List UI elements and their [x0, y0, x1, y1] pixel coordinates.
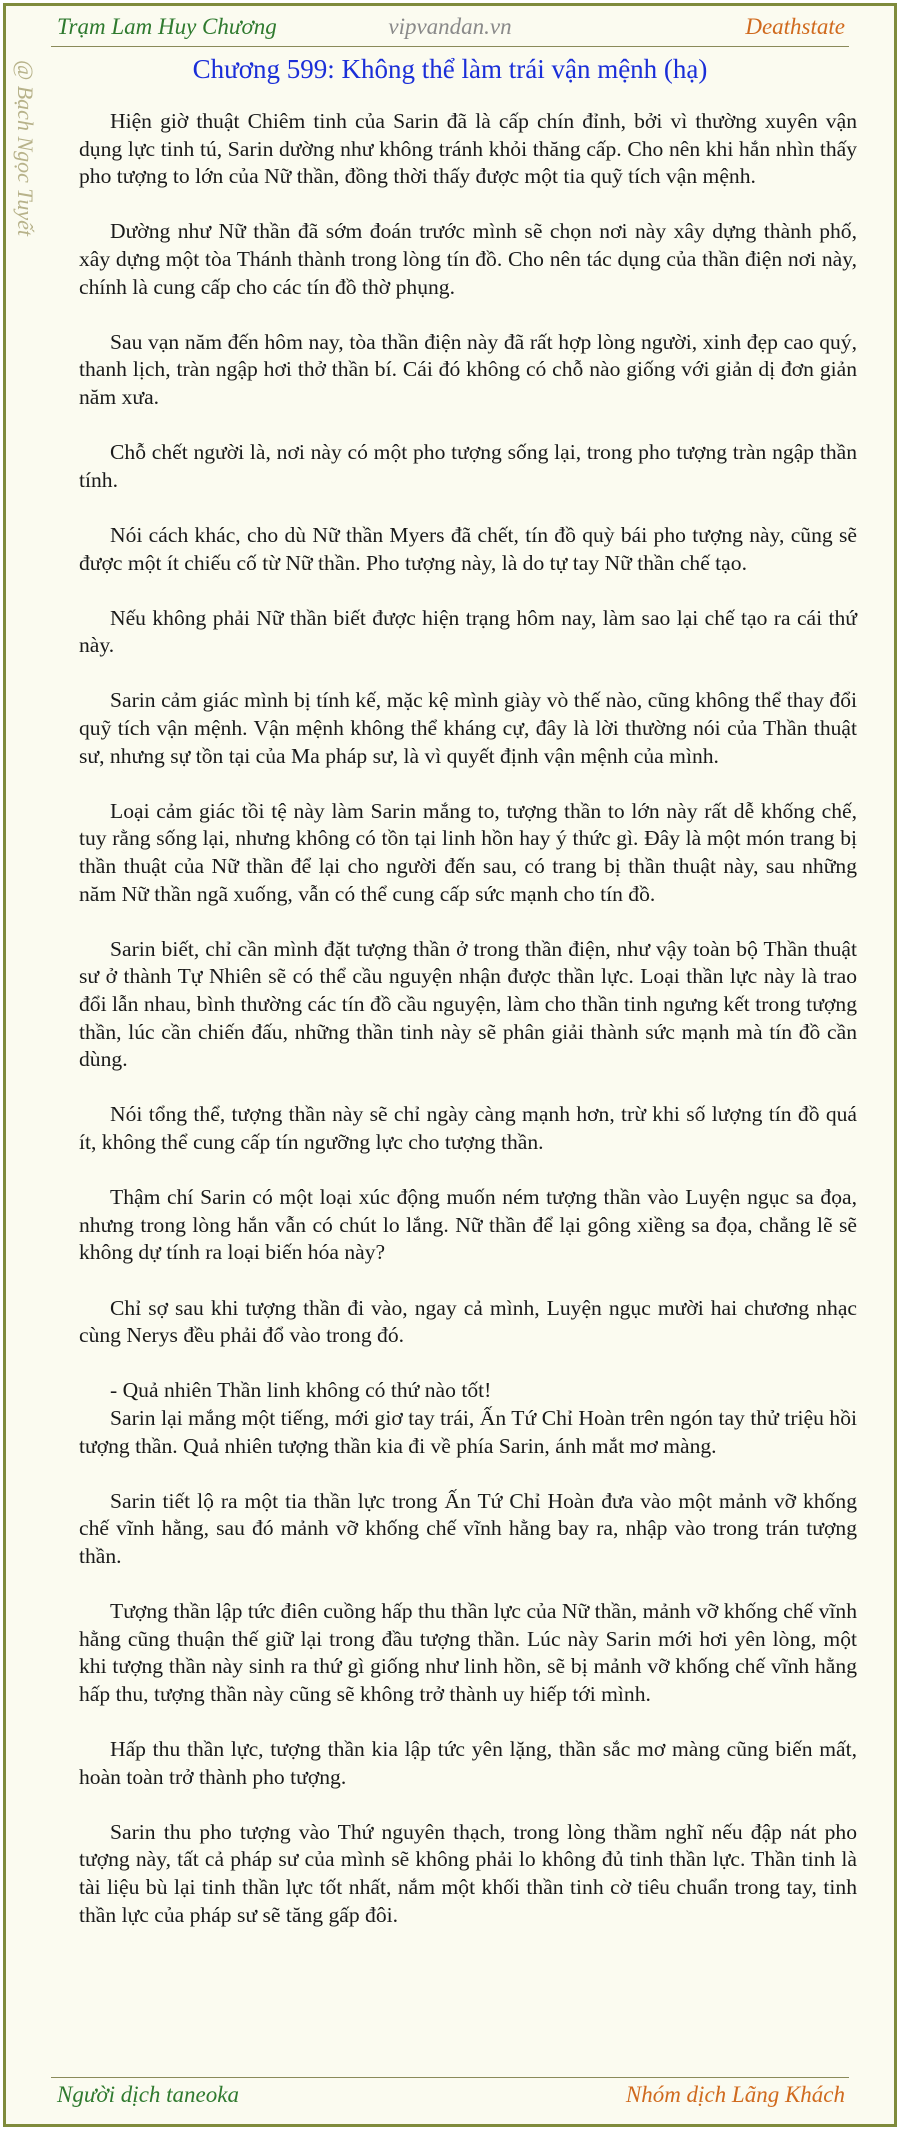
paragraph: Nói tổng thể, tượng thần này sẽ chỉ ngày càng mạnh hơn, trừ khi số lượng tín đồ quá ít, không thể cung cấp tín ngưỡng lực cho tượng thần.: [79, 1102, 857, 1154]
paragraph: Sarin tiết lộ ra một tia thần lực trong Ấn Tứ Chỉ Hoàn đưa vào một mảnh vỡ khống chế vĩnh hằng, sau đó mảnh vỡ khống chế vĩnh hằng bay ra, nhập vào trong trán tượng thần.: [79, 1488, 857, 1568]
paragraph: Thậm chí Sarin có một loại xúc động muốn ném tượng thần vào Luyện ngục sa đọa, nhưng trong lòng hắn vẫn có chút lo lắng. Nữ thần để lại gông xiềng sa đọa, chẳng lẽ sẽ không dự tính ra loại biến hóa này?: [79, 1185, 857, 1265]
paragraph: Sarin lại mắng một tiếng, mới giơ tay trái, Ấn Tứ Chỉ Hoàn trên ngón tay thử triệu hồi tượng thần. Quả nhiên tượng thần kia đi về phía Sarin, ánh mắt mơ màng.: [79, 1405, 857, 1458]
page-header: [51, 10, 849, 47]
paragraph: Tượng thần lập tức điên cuồng hấp thu thần lực của Nữ thần, mảnh vỡ khống chế vĩnh hằng cũng thuận thế giữ lại trong đầu tượng thần. Lúc này Sarin mới hơi yên lòng, một khi tượng thần này sinh ra thứ gì giống như linh hồn, sẽ bị mảnh vỡ khống chế vĩnh hằng hấp thu, tượng thần này cũng sẽ không trở thành uy hiếp tới mình.: [79, 1599, 857, 1706]
paragraph: Nói cách khác, cho dù Nữ thần Myers đã chết, tín đồ quỳ bái pho tượng này, cũng sẽ được một ít chiếu cố từ Nữ thần. Pho tượng này, là do tự tay Nữ thần chế tạo.: [79, 522, 857, 575]
chapter-title: Chương 599: Không thể làm trái vận mệnh (hạ): [192, 54, 708, 84]
header-site-name: Trạm Lam Huy Chương: [57, 14, 277, 39]
paragraph: Hấp thu thần lực, tượng thần kia lập tức yên lặng, thần sắc mơ màng cũng biến mất, hoàn toàn trở thành pho tượng.: [79, 1737, 857, 1789]
paragraph: Nếu không phải Nữ thần biết được hiện trạng hôm nay, làm sao lại chế tạo ra cái thứ này.: [79, 605, 857, 658]
header-author: Deathstate: [745, 14, 845, 39]
paragraph: Dường như Nữ thần đã sớm đoán trước mình sẽ chọn nơi này xây dựng thành phố, xây dựng một tòa Thánh thành trong lòng tín đồ. Cho nên tác dụng của thần điện nơi này, chính là cung cấp cho các tín đồ thờ phụng.: [79, 219, 857, 299]
paragraph: Sarin biết, chỉ cần mình đặt tượng thần ở trong thần điện, như vậy toàn bộ Thần thuật sư ở thành Tự Nhiên sẽ có thể cầu nguyện nhận được thần lực. Loại thần lực này là trao đổi lẫn nhau, bình thường các tín đồ cầu nguyện, làm cho thần tinh ngưng kết trong tượng thần, lúc cần chiến đấu, những thần tinh này sẽ phân giải thành sức mạnh mà tín đồ cần dùng.: [79, 936, 857, 1072]
dialogue-line: - Quả nhiên Thần linh không có thứ nào tốt!: [110, 1378, 492, 1403]
footer-translator: Người dịch taneoka: [57, 2082, 239, 2107]
paragraph: Sau vạn năm đến hôm nay, tòa thần điện này đã rất hợp lòng người, xinh đẹp cao quý, thanh lịch, tràn ngập hơi thở thần bí. Cái đó không có chỗ nào giống với giản dị đơn giản năm xưa.: [79, 329, 857, 409]
chapter-content: [79, 108, 857, 1957]
side-watermark: @ Bạch Ngọc Tuyết: [13, 60, 38, 237]
paragraph: Chỗ chết người là, nơi này có một pho tượng sống lại, trong pho tượng tràn ngập thần tính.: [79, 440, 857, 492]
header-website-link[interactable]: vipvandan.vn: [388, 14, 512, 39]
paragraph: Sarin cảm giác mình bị tính kế, mặc kệ mình giày vò thế nào, cũng không thể thay đổi quỹ tích vận mệnh. Vận mệnh không thể kháng cự, đây là lời thường nói của Thần thuật sư, nhưng sự tồn tại của Ma pháp sư, là vì quyết định vận mệnh của mình.: [79, 688, 857, 768]
page-frame: [3, 3, 897, 2127]
paragraph: Sarin thu pho tượng vào Thứ nguyên thạch, trong lòng thầm nghĩ nếu đập nát pho tượng này, tất cả pháp sư của mình sẽ không phải lo không đủ tinh thần lực. Thần tinh là tài liệu bù lại tinh thần lực tốt nhất, nắm một khối thần tinh cờ tiêu chuẩn trong tay, tinh thần lực của pháp sư sẽ tăng gấp đôi.: [79, 1819, 857, 1927]
page-footer: [51, 2077, 849, 2114]
footer-group: Nhóm dịch Lãng Khách: [625, 2082, 845, 2107]
paragraph: Loại cảm giác tồi tệ này làm Sarin mắng to, tượng thần to lớn này rất dễ khống chế, tuy rằng sống lại, nhưng không có tồn tại linh hồn hay ý thức gì. Đây là một món trang bị thần thuật của Nữ thần để lại cho người đến sau, có trang bị thần thuật này, sau những năm Nữ thần ngã xuống, vẫn có thể cung cấp sức mạnh cho tín đồ.: [79, 798, 857, 906]
paragraph: Chỉ sợ sau khi tượng thần đi vào, ngay cả mình, Luyện ngục mười hai chương nhạc cùng Nerys đều phải đổ vào trong đó.: [79, 1295, 857, 1348]
paragraph: Hiện giờ thuật Chiêm tinh của Sarin đã là cấp chín đỉnh, bởi vì thường xuyên vận dụng lực tinh tú, Sarin dường như không tránh khỏi thăng cấp. Cho nên khi hắn nhìn thấy pho tượng to lớn của Nữ thần, đồng thời thấy được một tia quỹ tích vận mệnh.: [79, 109, 857, 189]
